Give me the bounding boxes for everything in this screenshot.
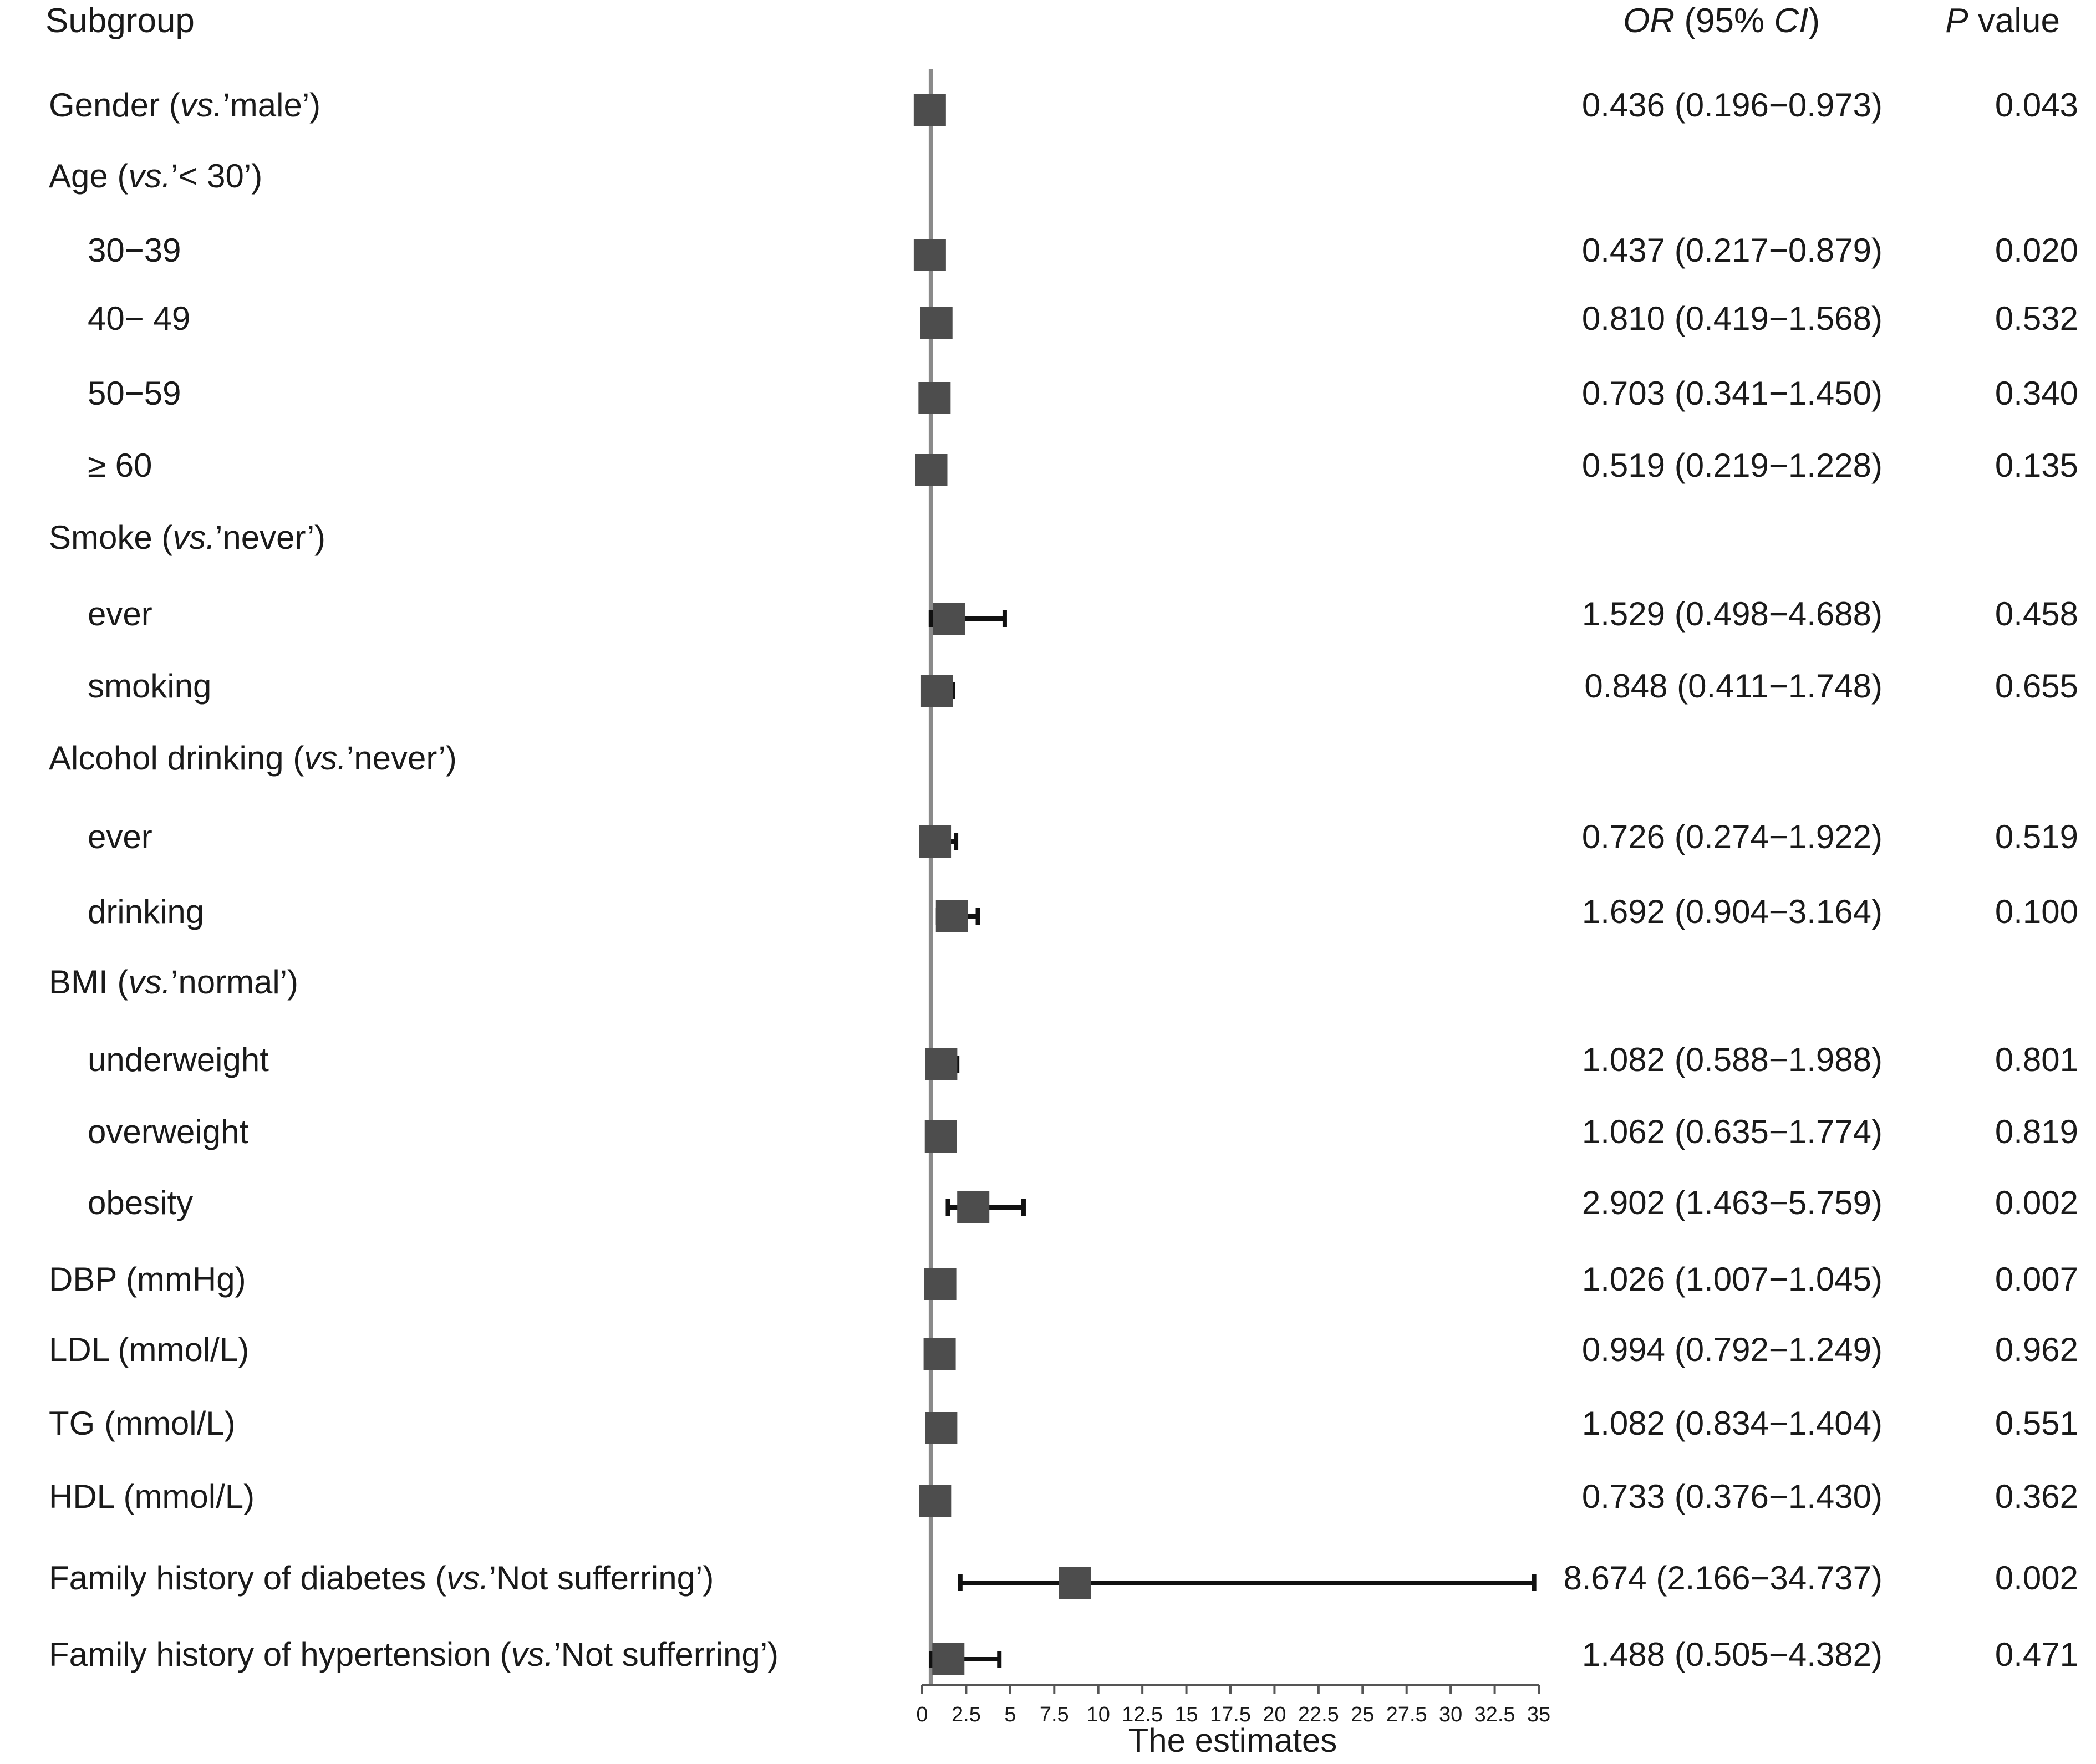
row-label [49, 1331, 249, 1368]
or-header-text: (95% [1675, 2, 1774, 40]
p-header-text: value [1968, 2, 2060, 40]
forest-row [49, 1636, 2078, 1675]
row-label-italic: vs. [172, 519, 216, 556]
row-label-suffix: ’never’) [215, 519, 326, 556]
or-ci-value: 0.848 (0.411−1.748) [1584, 667, 1883, 705]
p-value: 0.458 [1995, 595, 2078, 633]
or-marker [924, 1268, 957, 1300]
row-label-text: TG (mmol/L) [49, 1405, 236, 1442]
p-value: 0.532 [1995, 300, 2078, 337]
row-label-suffix: ’never’) [346, 740, 457, 777]
or-ci-header [1623, 2, 1820, 40]
x-tick-label: 2.5 [952, 1703, 981, 1726]
p-value: 0.135 [1995, 447, 2078, 484]
forest-row [88, 1113, 2078, 1153]
row-label-text: ≥ 60 [88, 447, 152, 484]
row-label [88, 1041, 269, 1078]
forest-rows [49, 86, 2078, 1675]
forest-row [49, 1261, 2078, 1300]
forest-row [88, 818, 2078, 858]
p-value: 0.020 [1995, 232, 2078, 269]
row-label-text: ever [88, 595, 152, 633]
or-ci-value: 0.733 (0.376−1.430) [1581, 1478, 1883, 1515]
or-ci-value: 1.082 (0.834−1.404) [1581, 1405, 1883, 1442]
p-value: 0.655 [1995, 667, 2078, 705]
row-label-italic: vs. [128, 963, 171, 1001]
or-marker [920, 307, 953, 339]
row-label [88, 1184, 193, 1221]
row-label-suffix: ’normal’) [171, 963, 299, 1001]
row-label-suffix: ’male’) [222, 86, 321, 124]
or-marker [919, 1485, 951, 1517]
or-marker [921, 675, 953, 707]
or-ci-value: 1.082 (0.588−1.988) [1581, 1041, 1883, 1078]
forest-row [88, 232, 2078, 271]
forest-row [88, 595, 2078, 635]
row-label [88, 447, 152, 484]
or-marker [914, 94, 946, 126]
x-tick-label: 32.5 [1474, 1703, 1515, 1726]
or-marker [914, 239, 946, 271]
row-label-text: DBP (mmHg) [49, 1261, 246, 1298]
row-label-text: HDL (mmol/L) [49, 1478, 255, 1515]
x-tick-label: 22.5 [1298, 1703, 1339, 1726]
forest-row [49, 1478, 2078, 1517]
x-tick-label: 0 [916, 1703, 928, 1726]
forest-row [88, 1041, 2078, 1080]
row-label [88, 375, 181, 412]
p-value: 0.340 [1995, 375, 2078, 412]
x-tick-label: 10 [1086, 1703, 1110, 1726]
row-label-text: overweight [88, 1113, 249, 1150]
p-value: 0.362 [1995, 1478, 2078, 1515]
row-label [88, 300, 190, 337]
forest-row [49, 1405, 2078, 1444]
p-value: 0.519 [1995, 818, 2078, 855]
or-ci-value: 0.519 (0.219−1.228) [1581, 447, 1883, 484]
row-label-text: Gender ( [49, 86, 180, 124]
p-header-italic: P [1945, 2, 1968, 40]
or-ci-value: 1.692 (0.904−3.164) [1581, 893, 1883, 930]
row-label-text: Family history of diabetes ( [49, 1559, 446, 1597]
forest-row [49, 1559, 2078, 1599]
p-value: 0.100 [1995, 893, 2078, 930]
or-marker [957, 1191, 989, 1223]
row-label-text: underweight [88, 1041, 269, 1078]
x-axis-title: The estimates [1128, 1722, 1337, 1759]
row-label [88, 818, 152, 855]
or-marker [936, 900, 968, 932]
row-label [49, 1478, 255, 1515]
or-marker [915, 454, 947, 486]
x-tick-label: 17.5 [1210, 1703, 1251, 1726]
row-label-text: LDL (mmol/L) [49, 1331, 250, 1368]
forest-row [88, 375, 2078, 414]
row-label [88, 1113, 248, 1150]
forest-row [49, 157, 262, 195]
row-label-suffix: ’Not sufferring’) [553, 1636, 779, 1673]
row-label [88, 595, 152, 633]
row-label [88, 667, 211, 705]
row-label-text: Smoke ( [49, 519, 173, 556]
or-ci-value: 8.674 (2.166−34.737) [1563, 1559, 1883, 1597]
x-tick-label: 25 [1351, 1703, 1375, 1726]
or-ci-value: 0.994 (0.792−1.249) [1581, 1331, 1883, 1368]
x-tick-label: 15 [1174, 1703, 1198, 1726]
p-value: 0.007 [1995, 1261, 2078, 1298]
row-label-italic: vs. [511, 1636, 554, 1673]
row-label-text: 50−59 [88, 375, 181, 412]
row-label [49, 157, 262, 195]
row-label-text: smoking [88, 667, 212, 705]
row-label [49, 1261, 246, 1298]
row-label-text: 30−39 [88, 232, 181, 269]
row-label-text: obesity [88, 1184, 194, 1221]
or-marker [932, 1643, 964, 1675]
or-marker [1059, 1567, 1091, 1599]
row-label-italic: vs. [180, 86, 223, 124]
forest-row [49, 963, 298, 1001]
p-value-header [1945, 2, 2060, 40]
row-label-text: Alcohol drinking ( [49, 740, 304, 777]
or-ci-value: 0.437 (0.217−0.879) [1581, 232, 1883, 269]
x-tick-label: 20 [1263, 1703, 1286, 1726]
x-tick-label: 27.5 [1386, 1703, 1427, 1726]
row-label-suffix: ’< 30’) [171, 157, 263, 195]
x-tick-label: 5 [1004, 1703, 1016, 1726]
forest-row [88, 300, 2078, 339]
or-marker [919, 825, 951, 858]
row-label-text: ever [88, 818, 152, 855]
or-header-close: ) [1808, 2, 1820, 40]
or-ci-value: 0.703 (0.341−1.450) [1581, 375, 1883, 412]
or-ci-value: 0.810 (0.419−1.568) [1581, 300, 1883, 337]
row-label-suffix: ’Not sufferring’) [489, 1559, 714, 1597]
p-value: 0.002 [1995, 1559, 2078, 1597]
row-label-text: Age ( [49, 157, 129, 195]
x-tick-label: 35 [1527, 1703, 1551, 1726]
p-value: 0.551 [1995, 1405, 2078, 1442]
or-ci-value: 1.529 (0.498−4.688) [1581, 595, 1883, 633]
forest-row [49, 519, 325, 556]
or-marker [925, 1048, 957, 1080]
or-marker [925, 1412, 957, 1444]
row-label [49, 1405, 236, 1442]
ci-header-italic: CI [1774, 2, 1809, 40]
p-value: 0.801 [1995, 1041, 2078, 1078]
row-label [88, 893, 204, 930]
p-value: 0.002 [1995, 1184, 2078, 1221]
row-label-text: BMI ( [49, 963, 129, 1001]
p-value: 0.471 [1995, 1636, 2078, 1673]
row-label-italic: vs. [304, 740, 347, 777]
p-value: 0.043 [1995, 86, 2078, 124]
x-tick-label: 12.5 [1122, 1703, 1163, 1726]
row-label-italic: vs. [446, 1559, 489, 1597]
row-label-text: drinking [88, 893, 205, 930]
row-label [49, 519, 325, 556]
forest-row [49, 86, 2078, 126]
row-label-text: 40− 49 [88, 300, 191, 337]
row-label [49, 1636, 779, 1673]
or-ci-value: 0.726 (0.274−1.922) [1581, 818, 1883, 855]
forest-row [88, 1184, 2078, 1223]
x-tick-label: 30 [1439, 1703, 1463, 1726]
forest-row [88, 893, 2078, 932]
p-value: 0.819 [1995, 1113, 2078, 1150]
row-label [49, 1559, 714, 1597]
or-ci-value: 2.902 (1.463−5.759) [1581, 1184, 1883, 1221]
or-marker [924, 1338, 956, 1370]
or-header-italic: OR [1623, 2, 1675, 40]
or-ci-value: 1.062 (0.635−1.774) [1581, 1113, 1883, 1150]
forest-row [49, 740, 457, 777]
row-label [49, 86, 320, 124]
row-label-text: Family history of hypertension ( [49, 1636, 511, 1673]
row-label [49, 963, 298, 1001]
or-marker [925, 1120, 957, 1153]
row-label [49, 740, 457, 777]
row-label [88, 232, 181, 269]
forest-row [49, 1331, 2078, 1370]
x-tick-label: 7.5 [1039, 1703, 1069, 1726]
or-ci-value: 1.026 (1.007−1.045) [1581, 1261, 1883, 1298]
x-axis [916, 1685, 1550, 1726]
or-ci-value: 1.488 (0.505−4.382) [1581, 1636, 1883, 1673]
or-ci-value: 0.436 (0.196−0.973) [1581, 86, 1883, 124]
forest-row [88, 447, 2078, 486]
row-label-italic: vs. [128, 157, 171, 195]
forest-row [88, 667, 2078, 707]
subgroup-header: Subgroup [45, 2, 195, 40]
p-value: 0.962 [1995, 1331, 2078, 1368]
or-marker [918, 382, 950, 414]
or-marker [933, 603, 965, 635]
